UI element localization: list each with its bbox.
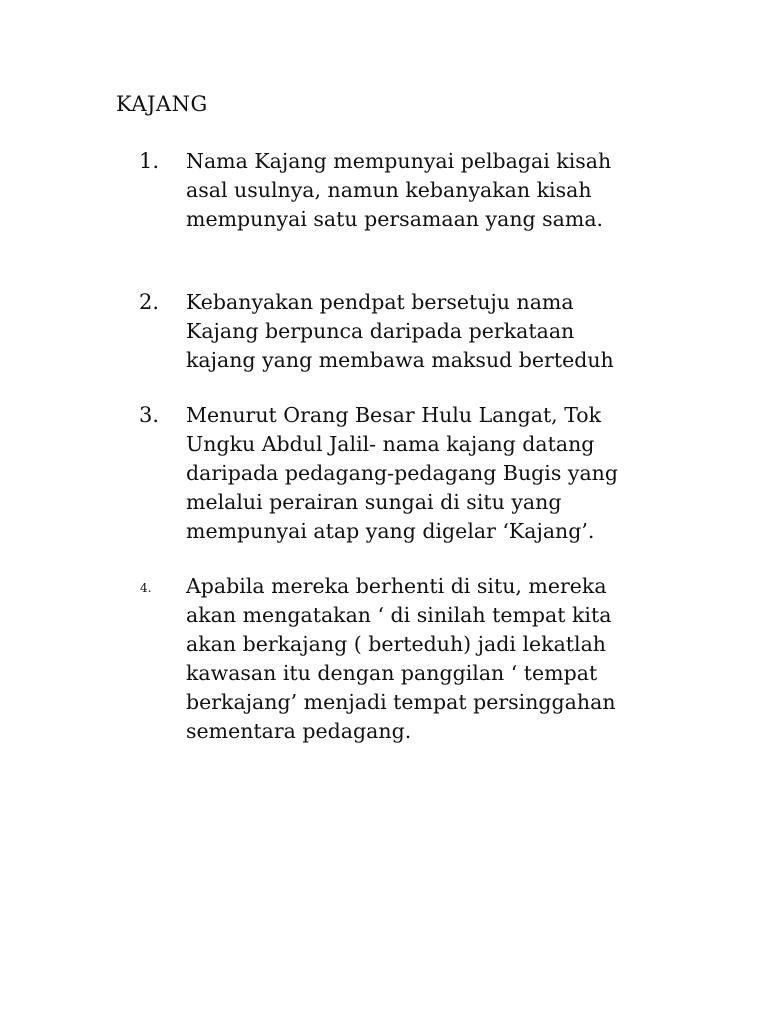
list-item-number: 1. bbox=[139, 149, 160, 173]
list-item-text: Kebanyakan pendpat bersetuju nama Kajang berpunca daripada perkataan kajang yang membawa maksud berteduh bbox=[186, 290, 614, 372]
list-item-number: 4. bbox=[140, 581, 152, 595]
document-title: KAJANG bbox=[116, 92, 208, 116]
list-item-number: 2. bbox=[139, 290, 160, 314]
list-item-text: Nama Kajang mempunyai pelbagai kisah asal usulnya, namun kebanyakan kisah mempunyai satu persamaan yang sama. bbox=[186, 149, 612, 231]
list-item-number: 3. bbox=[139, 403, 160, 427]
list-item-text: Apabila mereka berhenti di situ, mereka akan mengatakan ‘ di sinilah tempat kita akan berkajang ( berteduh) jadi lekatlah kawasan itu dengan panggilan ‘ tempat berkajang’ menjadi tempat persinggahan sementara pedagang. bbox=[186, 574, 616, 743]
list-item-text: Menurut Orang Besar Hulu Langat, Tok Ungku Abdul Jalil- nama kajang datang daripada pedagang-pedagang Bugis yang melalui perairan sungai di situ yang mempunyai atap yang digelar ‘Kajang’. bbox=[186, 403, 619, 543]
